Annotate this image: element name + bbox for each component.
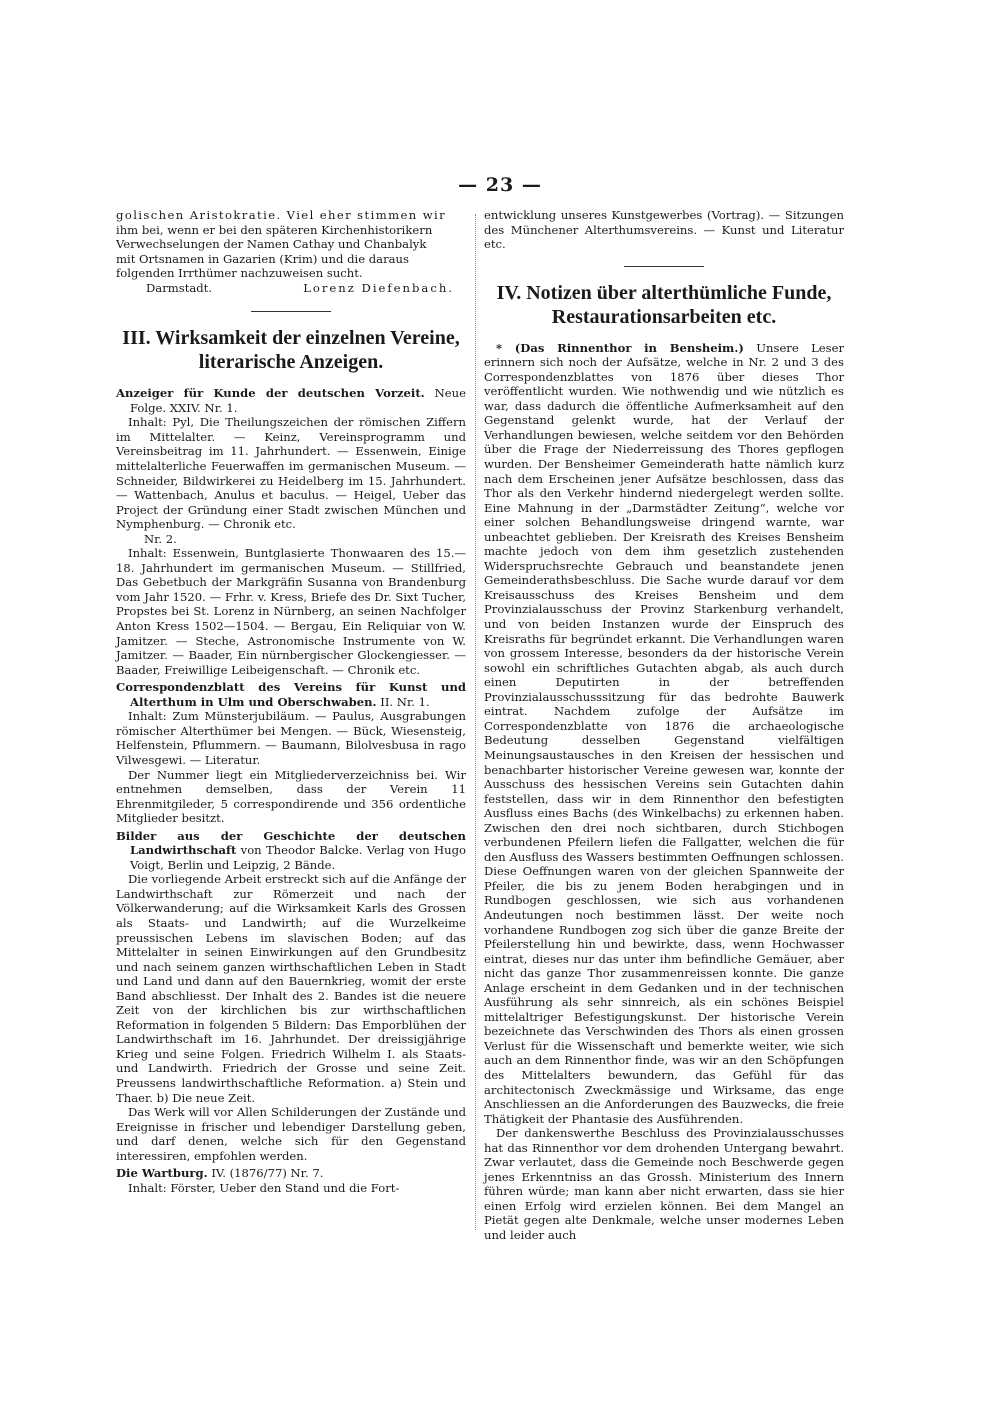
- anzeiger-title: Anzeiger für Kunde der deutschen Vorzeit.: [116, 386, 425, 401]
- notice-body-1: Unsere Leser erinnern sich noch der Aufsätze, welche in Nr. 2 und 3 des Correspondenzblattes von 1876 über dieses Thor veröffentlicht wurden. Wie nothwendig und wie nützlich es war, dass dadurch die öffentliche Aufmerksamheit auf den Gegenstand gelenkt wurde, hat der Verlauf der Verhandlungen bewiesen, welche seitdem vor den Behörden über die Frage der Niederreissung des Thores gepflogen wurden. Der Bensheimer Gemeinderath hatte nämlich kurz nach dem Erscheinen jener Aufsätze beschlossen, dass das Thor als den Verkehr hindernd niedergelegt werden sollte. Eine Mahnung in der „Darmstädter Zeitung“, welche vor einer solchen Behandlungsweise dringend warnte, war unbeachtet geblieben. Der Kreisrath des Kreises Bensheim machte jedoch von dem ihm gesetzlich zustehenden Widerspruchsrechte Gebrauch und beanstandete jenen Gemeinderathsbeschluss. Die Sache wurde darauf vor dem Kreisausschuss des Kreises Bensheim und dem Provinzialausschuss der Provinz Starkenburg verhandelt, und von beiden Instanzen wurde der Einspruch des Kreisraths für begründet erkannt. Die Verhandlungen waren von grossem Interesse, besonders da der historische Verein sowohl ein schriftliches Gutachten abgab, als auch durch einen Deputirten in der betreffenden Provinzialausschusssitzung für das bedrohte Bauwerk eintrat. Nachdem zufolge der Aufsätze im Correspondenzblatte von 1876 die archaeologische Bedeutung desselben Gegenstand vielfältigen Meinungsaustausches in den Kreisen der hessischen und benachbarter historischer Vereine gewesen war, konnte der Ausschuss des hessischen Vereins sein Gutachten dahin feststellen, dass wir in dem Rinnenthor den befestigten Ausfluss eines Bachs (des Winkelbachs) zu erkennen haben. Zwischen den drei noch sichtbaren, durch Stichbogen verbundenen Pfeilern liefen die Fallgatter, welchen die für den Ausfluss des Wassers bestimmten Oeffnungen schlossen. Diese Oeffnungen waren von der gleichen Spannweite der Pfeiler, die bis zu jenem Boden herabgingen und in Rundbogen geschlossen, wie sich aus vorhandenen Andeutungen noch bestimmen lässt. Der weite noch vorhandene Rundbogen zog sich über die ganze Breite der Pfeilerstellung hin und bewirkte, dass, wenn Hochwasser eintrat, dieses nur das unter ihm befindliche Gemäuer, aber nicht das ganze Thor zusammenreissen konnte. Die ganze Anlage erscheint in dem Gedanken und in der technischen Ausführung als sehr sinnreich, als ein schönes Beispiel mittelaltriger Befestigungskunst. Der historische Verein bezeichnete das Verschwinden des Thors als einen grossen Verlust für die Wissenschaft und bemerkte weiter, wie sich auch an dem Rinnenthor finde, was wir an den Schöpfungen des Mittelalters bewundern, das Gefühl für das architectonisch Zweckmässige und Wirksame, das enge Anschliessen an die Anforderungen des Bauzwecks, die freie Thätigkeit der Phantasie des Ausführenden.: [484, 340, 844, 1126]
- intro-line-5: folgenden Irrthümer nachzuweisen sucht.: [116, 266, 363, 281]
- page-number: — 23 —: [458, 174, 542, 196]
- section-4-heading: IV. Notizen über alterthümliche Funde, Restaurationsarbeiten etc.: [496, 281, 832, 328]
- correspondenzblatt-entry: [116, 680, 466, 709]
- anzeiger-nr2-contents: Inhalt: Essenwein, Buntglasierte Thonwaaren des 15.—18. Jahrhundert im germanischen Museum. — Stillfried, Das Gebetbuch der Markgräfin Susanna von Brandenburg vom Jahr 1520. — Frhr. v. Kress, Briefe des Dr. Sixt Tucher, Propstes bei St. Lorenz in Nürnberg, an seinen Nachfolger Anton Kress 1502—1504. — Bergau, Ein Reliquiar von W. Jamitzer. — Steche, Astronomische Instrumente von W. Jamitzer. — Baader, Ein nürnbergischer Glockengiesser. — Baader, Freiwillige Leibeigenschaft. — Chronik etc.: [116, 546, 466, 677]
- notice-paragraph-1: [484, 341, 844, 1127]
- correspondenzblatt-title: Correspondenzblatt des Vereins für Kunst und Alterthum in Ulm und Oberschwaben.: [116, 680, 466, 709]
- anzeiger-issue: Neue Folge. XXIV. Nr. 1.: [130, 386, 466, 415]
- wartburg-issue: IV. (1876/77) Nr. 7.: [211, 1166, 324, 1181]
- intro-line-1: golischen Aristokratie. Viel eher stimmen wir: [116, 208, 447, 222]
- wartburg-entry: [116, 1166, 466, 1181]
- right-intro: entwicklung unseres Kunstgewerbes (Vortrag). — Sitzungen des Münchener Alterthumsvereins. — Kunst und Literatur etc.: [484, 208, 844, 252]
- section-rule: [251, 311, 331, 312]
- anzeiger-nr1-contents: Inhalt: Pyl, Die Theilungszeichen der römischen Ziffern im Mittelalter. — Keinz, Vereinsprogramm und Vereinsbeitrag im 11. Jahrhundert. — Essenwein, Einige mittelalterliche Feuerwaffen im germanischen Museum. — Schneider, Bildwirkerei zu Heidelberg im 15. Jahrhundert. — Wattenbach, Anulus et baculus. — Heigel, Ueber das Project der Gründung einer Stadt zwischen München und Nymphenburg. — Chronik etc.: [116, 415, 466, 532]
- intro-line-4: mit Ortsnamen in Gazarien (Krim) und die daraus: [116, 251, 409, 266]
- anzeiger-nr2-label: Nr. 2.: [144, 531, 177, 546]
- correspondenzblatt-issue: II. Nr. 1.: [380, 694, 430, 709]
- intro-line-2: ihm bei, wenn er bei den späteren Kirchenhistorikern: [116, 222, 433, 237]
- notice-title: * (Das Rinnenthor in Bensheim.): [496, 340, 744, 355]
- signature-name: Lorenz Diefenbach.: [303, 280, 454, 295]
- signature-place: Darmstadt.: [146, 280, 213, 295]
- bilder-title: Bilder aus der Geschichte der deutschen Landwirthschaft: [116, 828, 466, 858]
- bilder-review-p1: Die vorliegende Arbeit erstreckt sich auf die Anfänge der Landwirthschaft zur Römerzeit und nach der Völkerwanderung; auf die Wirksamkeit Karls des Grossen als Staats- und Landwirth; auf die Wurzelkeime preussischen Lebens im slavischen Boden; auf das Mittelalter in seinen Einwirkungen auf den Grundbesitz und nach seinem ganzen wirthschaftlichen Leben in Stadt und Land und dann auf den Bauernkrieg, womit der erste Band abschliesst. Der Inhalt des 2. Bandes ist die neuere Zeit von der kirchlichen bis zur wirthschaftlichen Reformation in folgenden 5 Bildern: Das Emporblühen der Landwirthschaft im 16. Jahrhundet. Der dreissigjährige Krieg und seine Folgen. Friedrich Wilhelm I. als Staats- und Landwirth. Friedrich der Grosse und seine Zeit. Preussens landwirthschaftliche Reformation. a) Stein und Thaer. b) Die neue Zeit.: [116, 872, 466, 1105]
- intro-line-3: Verwechselungen der Namen Cathay und Chanbalyk: [116, 237, 427, 252]
- bilder-review-p2: Das Werk will vor Allen Schilderungen der Zustände und Ereignisse in frischer und lebendiger Darstellung geben, und darf denen, welche sich für den Gegenstand interessiren, empfohlen werden.: [116, 1105, 466, 1163]
- bilder-publisher: von Theodor Balcke. Verlag von Hugo Voigt, Berlin und Leipzig, 2 Bände.: [130, 843, 467, 872]
- section-3-heading: III. Wirksamkeit der einzelnen Vereine, literarische Anzeigen.: [122, 327, 460, 374]
- section-rule: [624, 266, 704, 267]
- notice-paragraph-2: Der dankenswerthe Beschluss des Provinzialausschusses hat das Rinnenthor vor dem drohenden Untergang bewahrt. Zwar verlautet, dass die Gemeinde noch Beschwerde gegen jenes Erkenntniss an das Grossh. Ministerium des Innern führen würde; man kann aber nicht erwarten, dass sie hier einen Erfolg wird erzielen können. Bei dem Mangel an Pietät gegen alte Denkmale, welche unser modernes Leben und leider auch: [484, 1126, 844, 1242]
- right-column: [484, 208, 844, 1243]
- anzeiger-entry: [116, 386, 466, 415]
- wartburg-contents: Inhalt: Förster, Ueber den Stand und die Fort-: [128, 1180, 400, 1195]
- wartburg-title: Die Wartburg.: [116, 1166, 208, 1181]
- correspondenzblatt-contents: Inhalt: Zum Münsterjubiläum. — Paulus, Ausgrabungen römischer Alterthümer bei Mengen. — Bück, Wiesensteig, Helfenstein, Pflummern. — Baumann, Bilolvesbusa in rago Vilwesgewi. — Literatur.: [116, 709, 466, 767]
- bilder-entry: [116, 829, 466, 873]
- correspondenzblatt-members: Der Nummer liegt ein Mitgliederverzeichniss bei. Wir entnehmen demselben, dass der Verein 11 Ehrenmitgileder, 5 correspondirende und 356 ordentliche Mitglieder besitzt.: [116, 767, 466, 826]
- column-divider: [475, 214, 476, 1230]
- signature: [116, 281, 466, 296]
- left-column: [116, 208, 466, 1195]
